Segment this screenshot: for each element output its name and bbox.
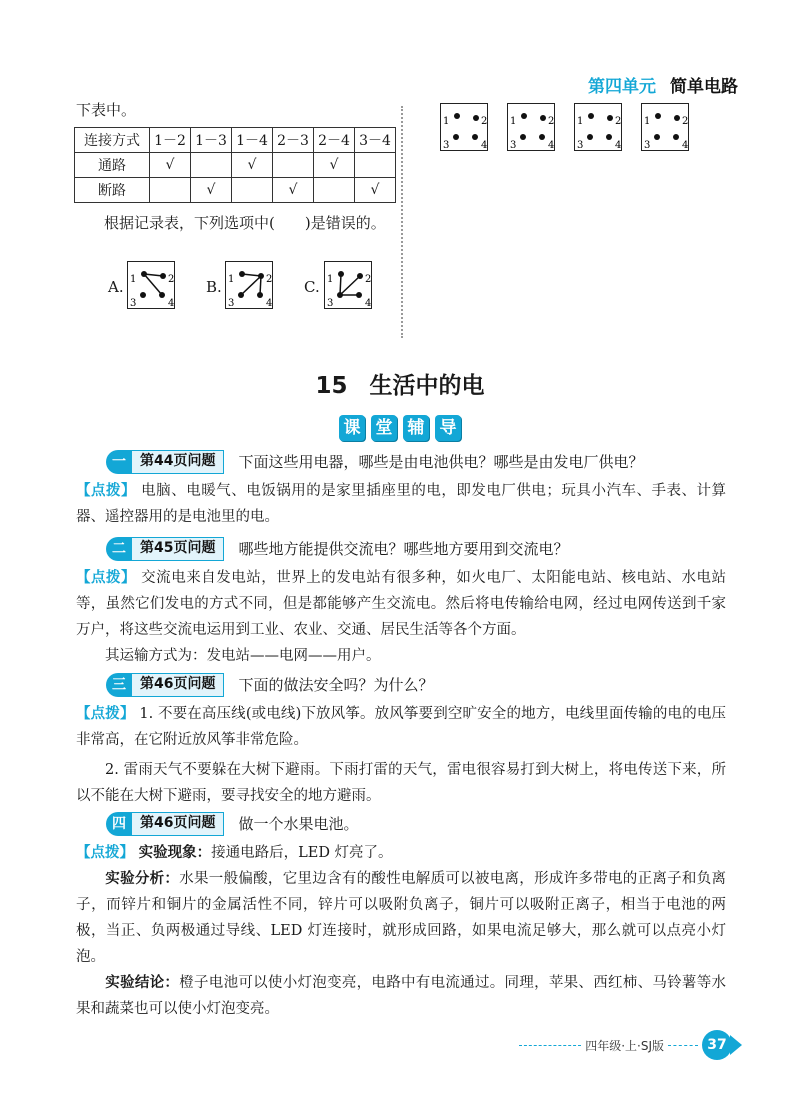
lesson-name: 生活中的电 — [369, 373, 485, 399]
page-number: 37 — [702, 1030, 732, 1060]
section-2-header — [106, 537, 569, 561]
hint-tag: 【点拨】 — [76, 570, 137, 586]
table-cell: √ — [191, 178, 232, 203]
table-cell: √ — [150, 153, 191, 178]
terminal-box-icon — [575, 104, 623, 152]
row-label: 断路 — [75, 178, 150, 203]
option-c-diagram — [324, 261, 372, 309]
footer-rule — [668, 1045, 698, 1046]
circuit-a-icon — [128, 262, 176, 310]
section-3-answer — [76, 701, 726, 753]
table-header-cell: 1－4 — [232, 128, 273, 153]
guide-char: 堂 — [371, 415, 397, 441]
table-header-cell: 1－2 — [150, 128, 191, 153]
terminal-label: 4 — [168, 298, 175, 309]
table-cell: √ — [355, 178, 396, 203]
table-header-cell: 3－4 — [355, 128, 396, 153]
table-cell: √ — [273, 178, 314, 203]
unit-topic: 简单电路 — [670, 77, 738, 97]
terminal-label: 2 — [481, 116, 488, 127]
section-3-answer-2 — [76, 757, 726, 809]
terminal-label: 1 — [510, 116, 517, 127]
terminal-label: 3 — [443, 140, 450, 151]
section-1-answer — [76, 478, 726, 530]
terminal-label: 4 — [365, 298, 372, 309]
choice-question: 根据记录表，下列选项中( )是错误的。 — [104, 214, 386, 232]
class-guide-banner — [339, 415, 461, 441]
section-number: 一 — [106, 450, 132, 474]
option-b-label: B. — [206, 278, 222, 296]
table-header-cell: 2－3 — [273, 128, 314, 153]
terminal-label: 4 — [481, 140, 488, 151]
terminal-label: 1 — [228, 274, 235, 285]
terminal-label: 1 — [130, 274, 137, 285]
page-footer — [519, 1030, 742, 1060]
answer-text: 电脑、电暖气、电饭锅用的是家里插座里的电，即发电厂供电；玩具小汽车、手表、计算器、遥控器用的是电池里的电。 — [76, 483, 727, 525]
table-cell — [232, 178, 273, 203]
section-page-ref: 第46页问题 — [132, 673, 224, 697]
connection-table — [74, 127, 396, 203]
section-question: 做一个水果电池。 — [238, 815, 359, 833]
column-divider — [401, 106, 403, 338]
section-1-header — [106, 450, 644, 474]
table-cell — [355, 153, 396, 178]
terminal-label: 2 — [266, 274, 273, 285]
answer-text: 交流电来自发电站，世界上的发电站有很多种，如火电厂、太阳能电站、核电站、水电站等，虽然它们发电的方式不同，但是都能够产生交流电。然后将电传输给电网，经过电网传送到千家万户，将这些交流电运用到工业、农业、交通、居民生活等各个方面。 — [76, 570, 727, 638]
analysis-text: 水果一般偏酸，它里边含有的酸性电解质可以被电离，形成许多带电的正离子和负离子，而锌片和铜片的金属活性不同，锌片可以吸附负离子，铜片可以吸附正离子，相当于电池的两极，当正、负两极通过导线、LED 灯连接时，就形成回路，如果电流足够大，那么就可以点亮小灯泡。 — [76, 871, 727, 965]
terminal-label: 2 — [365, 274, 372, 285]
terminal-box-icon — [441, 104, 489, 152]
table-intro: 下表中。 — [76, 101, 137, 119]
terminal-label: 1 — [327, 274, 334, 285]
circuit-b-icon — [226, 262, 274, 310]
terminal-label: 2 — [615, 116, 622, 127]
section-4-analysis — [76, 866, 726, 970]
section-4-conclusion — [76, 970, 726, 1022]
hint-tag: 【点拨】 — [76, 483, 137, 499]
table-row — [75, 178, 396, 203]
guide-char: 课 — [339, 415, 365, 441]
section-number: 四 — [106, 812, 132, 836]
phenomenon-text: 接通电路后，LED 灯亮了。 — [211, 845, 393, 861]
conclusion-text: 橙子电池可以使小灯泡变亮，电路中有电流通过。同理，苹果、西红柿、马铃薯等水果和蔬菜也可以使小灯泡变亮。 — [76, 975, 727, 1017]
lesson-title — [0, 367, 800, 400]
page-arrow-icon — [730, 1035, 742, 1055]
circuit-c-icon — [325, 262, 373, 310]
analysis-label: 实验分析： — [105, 871, 180, 887]
hint-tag: 【点拨】 — [76, 706, 135, 722]
lesson-number: 15 — [315, 373, 348, 399]
terminal-label: 3 — [130, 298, 137, 309]
option-a-label: A. — [108, 278, 124, 296]
table-header-row — [75, 128, 396, 153]
terminal-label: 2 — [682, 116, 689, 127]
option-c-label: C. — [304, 278, 320, 296]
answer-text: 1. 不要在高压线(或电线)下放风筝。放风筝要到空旷安全的地方，电线里面传输的电的电压非常高，在它附近放风筝非常危险。 — [76, 706, 727, 748]
table-cell — [273, 153, 314, 178]
terminal-box-icon — [508, 104, 556, 152]
table-row — [75, 153, 396, 178]
row-label: 通路 — [75, 153, 150, 178]
terminal-label: 3 — [510, 140, 517, 151]
terminal-label: 4 — [682, 140, 689, 151]
terminal-label: 3 — [327, 298, 334, 309]
terminal-label: 1 — [577, 116, 584, 127]
section-question: 下面这些用电器，哪些是由电池供电？哪些是由发电厂供电？ — [238, 453, 644, 471]
guide-char: 辅 — [403, 415, 429, 441]
terminal-box — [440, 103, 488, 151]
answer-text: 2. 雷雨天气不要躲在大树下避雨。下雨打雷的天气，雷电很容易打到大树上，将电传送下来，所以不能在大树下避雨，要寻找安全的地方避雨。 — [76, 762, 726, 804]
section-number: 二 — [106, 537, 132, 561]
table-cell — [150, 178, 191, 203]
section-page-ref: 第46页问题 — [132, 812, 224, 836]
terminal-label: 1 — [443, 116, 450, 127]
conclusion-label: 实验结论： — [105, 975, 180, 991]
table-cell — [191, 153, 232, 178]
unit-header — [588, 72, 738, 97]
answer-text: 其运输方式为：发电站——电网——用户。 — [105, 648, 381, 664]
section-2-answer — [76, 565, 726, 643]
section-number: 三 — [106, 673, 132, 697]
table-cell: √ — [314, 153, 355, 178]
table-cell — [314, 178, 355, 203]
unit-label: 第四单元 — [588, 77, 656, 97]
guide-char: 导 — [435, 415, 461, 441]
terminal-box — [574, 103, 622, 151]
phenomenon-label: 实验现象： — [138, 845, 212, 861]
terminal-box — [507, 103, 555, 151]
section-question: 哪些地方能提供交流电？哪些地方要用到交流电？ — [238, 540, 569, 558]
hint-tag: 【点拨】 — [76, 845, 134, 861]
grade-label: 四年级·上·SJ版 — [585, 1038, 664, 1053]
terminal-label: 3 — [644, 140, 651, 151]
terminal-label: 1 — [644, 116, 651, 127]
terminal-label: 4 — [548, 140, 555, 151]
terminal-box-icon — [642, 104, 690, 152]
section-page-ref: 第45页问题 — [132, 537, 224, 561]
section-page-ref: 第44页问题 — [132, 450, 224, 474]
option-a-diagram — [127, 261, 175, 309]
terminal-label: 4 — [615, 140, 622, 151]
terminal-label: 4 — [266, 298, 273, 309]
section-3-header — [106, 673, 434, 697]
section-4-phenomenon — [76, 840, 726, 866]
footer-rule — [519, 1045, 581, 1046]
table-header-cell: 连接方式 — [75, 128, 150, 153]
table-header-cell: 2－4 — [314, 128, 355, 153]
table-cell: √ — [232, 153, 273, 178]
section-2-note — [76, 643, 726, 669]
option-b-diagram — [225, 261, 273, 309]
section-4-header — [106, 812, 359, 836]
section-question: 下面的做法安全吗？为什么？ — [238, 676, 434, 694]
terminal-label: 2 — [548, 116, 555, 127]
table-header-cell: 1－3 — [191, 128, 232, 153]
terminal-label: 2 — [168, 274, 175, 285]
terminal-label: 3 — [228, 298, 235, 309]
terminal-box — [641, 103, 689, 151]
terminal-label: 3 — [577, 140, 584, 151]
